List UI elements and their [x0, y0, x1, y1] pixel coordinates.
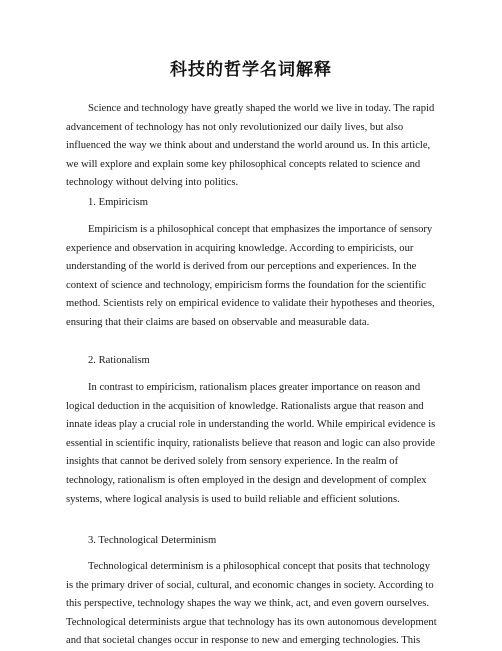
section-body-rationalism: In contrast to empiricism, rationalism places greater importance on reason and logical deduction in the acquisition of knowledge. Rationalists argue that reason and innate ideas play a crucial role in understanding the world. While empirical evidence is essential in scientific inquiry, rationalists believe that reason and logic can also provide insights that cannot be derived solely from sensory experience. In the realm of technology, rationalism is often employed in the design and development of complex systems, where logical analysis is used to build reliable and efficient solutions.: [66, 382, 436, 505]
section-body-technological-determinism: Technological determinism is a philosophical concept that posits that technology is the primary driver of social, cultural, and economic changes in society. According to this perspective, technology shapes the way we think, act, and even govern ourselves. Technological determinists argue that technology has its own autonomous development and that societal changes occur in response to new and emerging technologies. This: [66, 561, 437, 647]
section-heading-technological-determinism: 3. Technological Determinism: [88, 535, 217, 546]
intro-paragraph: Science and technology have greatly shaped the world we live in today. The rapid advancement of technology has not only revolutionized our daily lives, but also influenced the way we think about and understand the world around us. In this article, we will explore and explain some key philosophical concepts related to science and technology without delving into politics.: [66, 103, 435, 189]
section-heading-empiricism: 1. Empiricism: [88, 197, 149, 208]
document-title: 科技的哲学名词解释: [170, 60, 332, 80]
section-body-empiricism: Empiricism is a philosophical concept that emphasizes the importance of sensory experience and observation in acquiring knowledge. According to empiricists, our understanding of the world is derived from our perceptions and experiences. In the context of science and technology, empiricism forms the foundation for the scientific method. Scientists rely on empirical evidence to validate their hypotheses and theories, ensuring that their claims are based on observable and measurable data.: [66, 224, 435, 328]
section-heading-rationalism: 2. Rationalism: [88, 355, 150, 366]
